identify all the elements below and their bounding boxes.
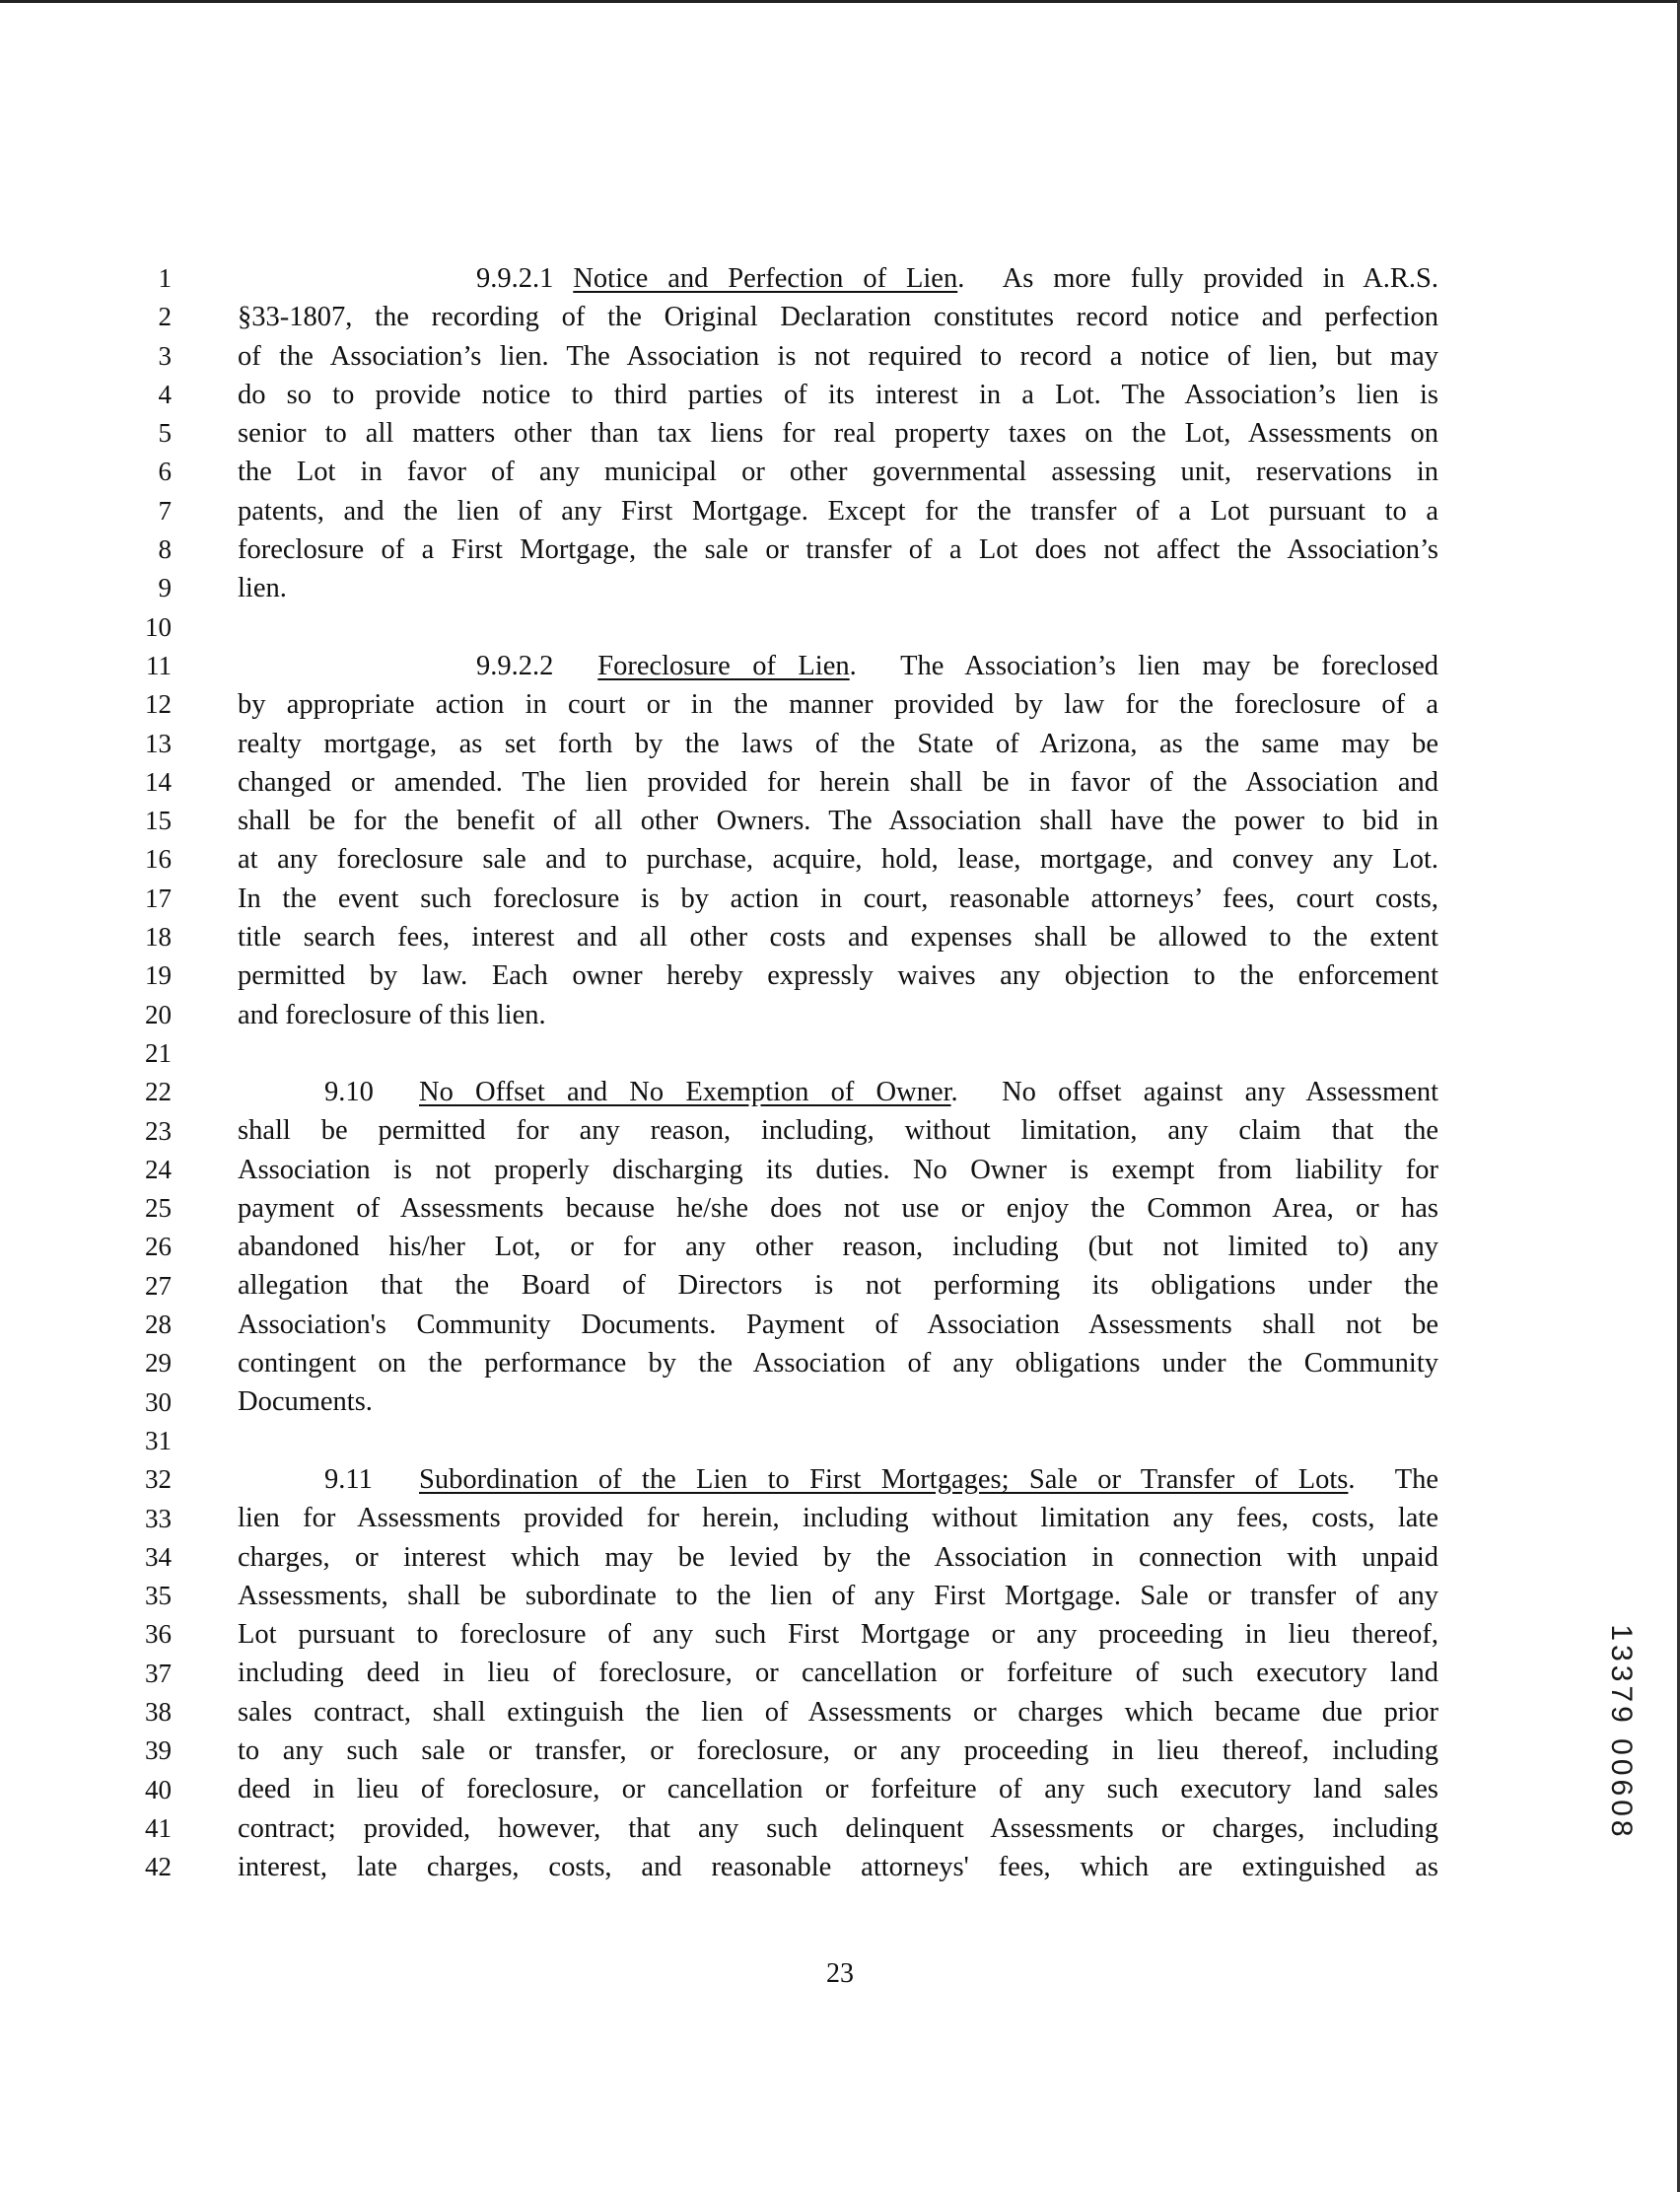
line-number: 9 bbox=[158, 573, 172, 603]
section-heading: Foreclosure of Lien bbox=[597, 651, 850, 681]
line-number: 10 bbox=[145, 611, 172, 642]
body-line: patents, and the lien of any First Mortgage. Except for the transfer of a Lot pursuant to a bbox=[238, 495, 1438, 527]
body-line: Association is not properly discharging its duties. No Owner is exempt from liability for bbox=[238, 1154, 1438, 1185]
line-number: 19 bbox=[145, 960, 172, 991]
scan-edge-top bbox=[0, 0, 1680, 3]
section-number: 9.9.2.1 bbox=[476, 263, 554, 294]
line-number: 27 bbox=[145, 1270, 172, 1301]
line-number: 2 bbox=[158, 302, 172, 332]
line-number: 37 bbox=[145, 1658, 172, 1688]
line-number: 40 bbox=[145, 1774, 172, 1804]
section-first-line: 9.11 Subordination of the Lien to First Mortgages; Sale or Transfer of Lots. The bbox=[238, 1460, 1438, 1499]
body-line: to any such sale or transfer, or foreclosure, or any proceeding in lieu thereof, including bbox=[238, 1735, 1438, 1767]
section-heading: No Offset and No Exemption of Owner bbox=[419, 1077, 951, 1107]
line-number: 16 bbox=[145, 844, 172, 875]
line-number: 11 bbox=[146, 650, 172, 680]
body-line: contingent on the performance by the Association of any obligations under the Community bbox=[238, 1348, 1438, 1379]
body-line: payment of Assessments because he/she does not use or enjoy the Common Area, or has bbox=[238, 1192, 1438, 1224]
section-number: 9.10 bbox=[324, 1077, 374, 1107]
body-line: including deed in lieu of foreclosure, or cancellation or forfeiture of such executory land bbox=[238, 1658, 1438, 1689]
body-line: Lot pursuant to foreclosure of any such First Mortgage or any proceeding in lieu thereof, bbox=[238, 1619, 1438, 1651]
body-line: allegation that the Board of Directors is not performing its obligations under the bbox=[238, 1270, 1438, 1302]
section-heading: Notice and Perfection of Lien bbox=[573, 263, 958, 294]
body-line: at any foreclosure sale and to purchase, acquire, hold, lease, mortgage, and convey any Lot. bbox=[238, 844, 1438, 876]
line-number: 31 bbox=[145, 1425, 172, 1455]
section-9-11 bbox=[238, 1460, 1438, 1886]
line-number: 5 bbox=[158, 418, 172, 449]
body-line: Documents. bbox=[238, 1386, 373, 1418]
line-number: 39 bbox=[145, 1735, 172, 1766]
body-line: charges, or interest which may be levied by the Association in connection with unpaid bbox=[238, 1541, 1438, 1573]
line-number: 34 bbox=[145, 1541, 172, 1572]
section-first-line: 9.9.2.1 Notice and Perfection of Lien. As more fully provided in A.R.S. bbox=[476, 263, 1439, 294]
line-number: 41 bbox=[145, 1812, 172, 1843]
line-number: 1 bbox=[158, 263, 172, 293]
line-number: 13 bbox=[145, 728, 172, 758]
line-number: 22 bbox=[145, 1077, 172, 1107]
body-line: do so to provide notice to third parties of its interest in a Lot. The Association’s lien is bbox=[238, 379, 1438, 410]
page-number: 23 bbox=[826, 1958, 854, 1989]
body-text: As more fully provided in A.R.S. bbox=[1002, 263, 1439, 294]
body-line: lien. bbox=[238, 573, 287, 604]
section-9-9-2-2 bbox=[238, 647, 1438, 1034]
line-number: 35 bbox=[145, 1581, 172, 1611]
body-line: abandoned his/her Lot, or for any other reason, including (but not limited to) any bbox=[238, 1232, 1438, 1263]
line-number: 21 bbox=[145, 1037, 172, 1068]
body-line: title search fees, interest and all other costs and expenses shall be allowed to the extent bbox=[238, 922, 1438, 954]
section-number: 9.9.2.2 bbox=[476, 651, 554, 681]
body-line: shall be for the benefit of all other Owners. The Association shall have the power to bid in bbox=[238, 806, 1438, 837]
line-number: 8 bbox=[158, 534, 172, 565]
body-line: Association's Community Documents. Payment of Association Assessments shall not be bbox=[238, 1308, 1438, 1340]
line-number: 17 bbox=[145, 883, 172, 913]
section-first-line: 9.10 No Offset and No Exemption of Owner. No offset against any Assessment bbox=[238, 1073, 1438, 1111]
line-number: 36 bbox=[145, 1619, 172, 1650]
line-number: 3 bbox=[158, 340, 172, 371]
body-line: by appropriate action in court or in the manner provided by law for the foreclosure of a bbox=[238, 689, 1438, 721]
line-number: 30 bbox=[145, 1386, 172, 1417]
body-line: sales contract, shall extinguish the lien of Assessments or charges which became due prior bbox=[238, 1696, 1438, 1728]
line-number: 25 bbox=[145, 1193, 172, 1224]
line-number-column bbox=[120, 259, 172, 1886]
line-number: 15 bbox=[145, 806, 172, 836]
body-line: senior to all matters other than tax liens for real property taxes on the Lot, Assessments on bbox=[238, 418, 1438, 450]
body-line: interest, late charges, costs, and reasonable attorneys' fees, which are extinguished as bbox=[238, 1851, 1438, 1882]
line-number: 29 bbox=[145, 1348, 172, 1379]
body-line: changed or amended. The lien provided for herein shall be in favor of the Association and bbox=[238, 766, 1438, 798]
line-number: 28 bbox=[145, 1309, 172, 1340]
line-number: 6 bbox=[158, 457, 172, 487]
line-number: 7 bbox=[158, 495, 172, 526]
body-line: deed in lieu of foreclosure, or cancellation or forfeiture of any such executory land sales bbox=[238, 1774, 1438, 1805]
body-line: §33-1807, the recording of the Original Declaration constitutes record notice and perfection bbox=[238, 302, 1438, 333]
line-number: 38 bbox=[145, 1696, 172, 1727]
line-number: 20 bbox=[145, 999, 172, 1029]
body-line: lien for Assessments provided for herein, including without limitation any fees, costs, late bbox=[238, 1503, 1438, 1534]
section-number: 9.11 bbox=[324, 1464, 373, 1495]
section-9-10 bbox=[238, 1073, 1438, 1422]
body-text: The bbox=[1394, 1464, 1438, 1495]
line-number: 24 bbox=[145, 1154, 172, 1184]
recording-stamp-text: 13379 00608 bbox=[1605, 1624, 1638, 1841]
line-number: 33 bbox=[145, 1503, 172, 1533]
recording-stamp bbox=[1601, 1590, 1641, 1875]
body-line: and foreclosure of this lien. bbox=[238, 999, 546, 1030]
body-line: foreclosure of a First Mortgage, the sale or transfer of a Lot does not affect the Association’s bbox=[238, 534, 1438, 566]
body-line: permitted by law. Each owner hereby expressly waives any objection to the enforcement bbox=[238, 960, 1438, 992]
body-line: of the Association’s lien. The Association is not required to record a notice of lien, but may bbox=[238, 340, 1438, 372]
body-line: Assessments, shall be subordinate to the lien of any First Mortgage. Sale or transfer of any bbox=[238, 1580, 1438, 1611]
line-number: 4 bbox=[158, 379, 172, 409]
body-text: The Association’s lien may be foreclosed bbox=[900, 651, 1438, 681]
body-line: realty mortgage, as set forth by the laws of the State of Arizona, as the same may be bbox=[238, 728, 1438, 759]
body-line: the Lot in favor of any municipal or other governmental assessing unit, reservations in bbox=[238, 457, 1438, 488]
body-line: shall be permitted for any reason, including, without limitation, any claim that the bbox=[238, 1115, 1438, 1147]
line-number: 12 bbox=[145, 689, 172, 720]
line-number: 18 bbox=[145, 922, 172, 953]
body-line: contract; provided, however, that any such delinquent Assessments or charges, including bbox=[238, 1812, 1438, 1844]
section-9-9-2-1 bbox=[238, 259, 1438, 608]
body-line: In the event such foreclosure is by action in court, reasonable attorneys’ fees, court costs, bbox=[238, 883, 1438, 914]
line-number: 32 bbox=[145, 1464, 172, 1495]
line-number: 14 bbox=[145, 766, 172, 797]
line-number: 42 bbox=[145, 1852, 172, 1882]
line-number: 26 bbox=[145, 1232, 172, 1262]
line-number: 23 bbox=[145, 1115, 172, 1146]
body-text: No offset against any Assessment bbox=[1002, 1077, 1439, 1107]
section-heading: Subordination of the Lien to First Mortgages; Sale or Transfer of Lots bbox=[419, 1464, 1349, 1495]
section-first-line: 9.9.2.2 Foreclosure of Lien. The Association’s lien may be foreclosed bbox=[476, 651, 1438, 681]
